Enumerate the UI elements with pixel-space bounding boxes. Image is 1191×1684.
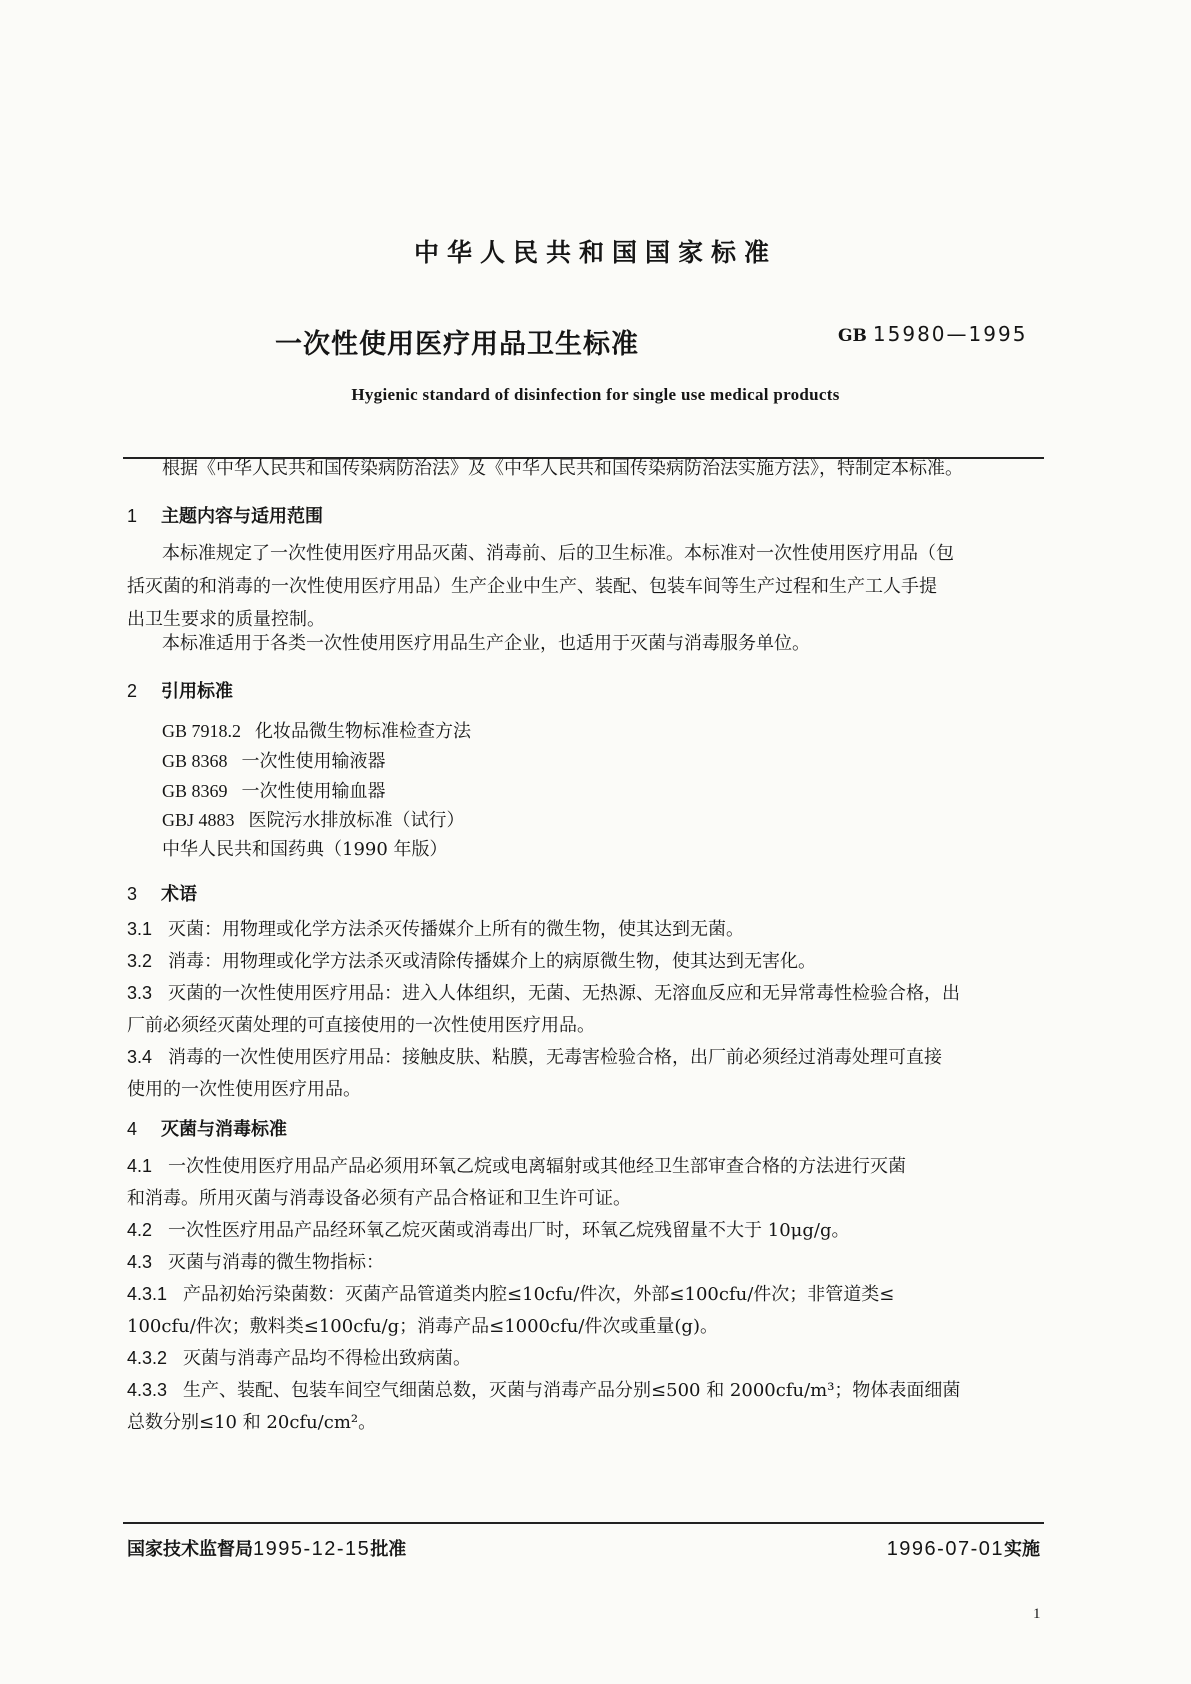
section-title: 灭菌与消毒标准 <box>161 1119 287 1140</box>
reference-code: GB 8368 <box>162 751 228 771</box>
effective-line <box>887 1535 1040 1561</box>
reference-title: 化妆品微生物标准检查方法 <box>255 721 472 742</box>
standard-code-prefix: GB <box>838 326 867 346</box>
issuing-authority: 国家技术监督局 <box>127 1539 253 1560</box>
section-number: 2 <box>127 681 138 701</box>
section-3-heading <box>127 880 197 906</box>
term-text: 灭菌的一次性使用医疗用品：进入人体组织，无菌、无热源、无溶血反应和无异常毒性检验合格，出 <box>168 983 961 1004</box>
page-number: 1 <box>1033 1606 1041 1622</box>
clause-text-continued: 总数分别≤10 和 20cfu/cm²。 <box>127 1412 377 1433</box>
term-item <box>127 977 1042 1010</box>
reference-item <box>162 835 448 861</box>
document-title: 一次性使用医疗用品卫生标准 <box>275 329 639 360</box>
clause-number: 4.3 <box>127 1252 153 1272</box>
reference-item <box>162 806 465 832</box>
reference-title: 中华人民共和国药典（1990 年版） <box>162 839 448 860</box>
clause-item <box>127 1246 1042 1279</box>
reference-code: GBJ 4883 <box>162 810 235 830</box>
approval-date: 1995-12-15 <box>253 1538 371 1560</box>
clause-text: 产品初始污染菌数：灭菌产品管道类内腔≤10cfu/件次，外部≤100cfu/件次；非管道类≤ <box>183 1284 895 1305</box>
term-item <box>127 913 1042 946</box>
effective-date: 1996-07-01 <box>886 1538 1004 1560</box>
term-item <box>127 945 1042 978</box>
standard-code-number: 15980—1995 <box>872 322 1028 346</box>
term-text: 灭菌：用物理或化学方法杀灭传播媒介上所有的微生物，使其达到无菌。 <box>168 919 745 940</box>
section-1-paragraph-2: 本标准适用于各类一次性使用医疗用品生产企业，也适用于灭菌与消毒服务单位。 <box>162 633 810 654</box>
reference-title: 医院污水排放标准（试行） <box>248 810 465 831</box>
document-title-english: Hygienic standard of disinfection for single use medical products <box>351 385 840 404</box>
section-title: 术语 <box>161 884 197 905</box>
clause-item <box>127 1374 1042 1407</box>
reference-item <box>162 717 471 743</box>
section-1-paragraph-line: 括灭菌的和消毒的一次性使用医疗用品）生产企业中生产、装配、包装车间等生产过程和生产工人手提 <box>127 576 937 597</box>
clause-item <box>127 1342 1042 1375</box>
effective-label: 实施 <box>1004 1539 1040 1560</box>
clause-text: 灭菌与消毒产品均不得检出致病菌。 <box>183 1348 472 1369</box>
section-2-heading <box>127 677 233 703</box>
preamble-paragraph: 根据《中华人民共和国传染病防治法》及《中华人民共和国传染病防治法实施方法》，特制定本标准。 <box>162 458 963 479</box>
term-text-continued: 厂前必须经灭菌处理的可直接使用的一次性使用医疗用品。 <box>127 1015 595 1036</box>
clause-text: 一次性医疗用品产品经环氧乙烷灭菌或消毒出厂时，环氧乙烷残留量不大于 10μg/g。 <box>168 1220 850 1241</box>
term-number: 3.2 <box>127 951 153 971</box>
clause-number: 4.1 <box>127 1156 153 1176</box>
standard-code <box>838 322 1027 346</box>
clause-number: 4.3.1 <box>127 1284 168 1304</box>
clause-text-continued: 和消毒。所用灭菌与消毒设备必须有产品合格证和卫生许可证。 <box>127 1188 631 1209</box>
reference-code: GB 7918.2 <box>162 721 242 741</box>
reference-item <box>162 747 386 773</box>
term-text-continued: 使用的一次性使用医疗用品。 <box>127 1079 361 1100</box>
section-number: 3 <box>127 884 138 904</box>
section-1-paragraph-line: 出卫生要求的质量控制。 <box>127 609 325 630</box>
term-number: 3.3 <box>127 983 153 1003</box>
reference-title: 一次性使用输血器 <box>241 781 386 802</box>
clause-item <box>127 1278 1042 1311</box>
approval-line <box>127 1535 406 1561</box>
clause-item <box>127 1214 1042 1247</box>
national-standard-heading: 中华人民共和国国家标准 <box>413 238 777 267</box>
clause-text: 一次性使用医疗用品产品必须用环氧乙烷或电离辐射或其他经卫生部审查合格的方法进行灭菌 <box>168 1156 907 1177</box>
approval-label: 批准 <box>370 1539 407 1560</box>
term-number: 3.1 <box>127 919 153 939</box>
reference-item <box>162 777 386 803</box>
term-text: 消毒的一次性使用医疗用品：接触皮肤、粘膜，无毒害检验合格，出厂前必须经过消毒处理可直接 <box>168 1047 943 1068</box>
section-number: 1 <box>127 506 138 526</box>
clause-text: 灭菌与消毒的微生物指标： <box>168 1252 385 1273</box>
clause-item <box>127 1150 1042 1183</box>
section-title: 主题内容与适用范围 <box>161 506 323 527</box>
term-number: 3.4 <box>127 1047 153 1067</box>
clause-text-continued: 100cfu/件次；敷料类≤100cfu/g；消毒产品≤1000cfu/件次或重量(g)。 <box>127 1316 718 1337</box>
term-item <box>127 1041 1042 1074</box>
section-title: 引用标准 <box>161 681 233 702</box>
footer-divider <box>123 1522 1044 1524</box>
reference-code: GB 8369 <box>162 781 228 801</box>
clause-number: 4.3.2 <box>127 1348 168 1368</box>
term-text: 消毒：用物理或化学方法杀灭或清除传播媒介上的病原微生物，使其达到无害化。 <box>168 951 817 972</box>
clause-number: 4.3.3 <box>127 1380 168 1400</box>
clause-text: 生产、装配、包装车间空气细菌总数，灭菌与消毒产品分别≤500 和 2000cfu/m³；物体表面细菌 <box>183 1380 961 1401</box>
section-1-heading <box>127 502 323 528</box>
section-4-heading <box>127 1115 287 1141</box>
section-1-paragraph-line: 本标准规定了一次性使用医疗用品灭菌、消毒前、后的卫生标准。本标准对一次性使用医疗用品（包 <box>162 543 954 564</box>
section-number: 4 <box>127 1119 138 1139</box>
clause-number: 4.2 <box>127 1220 153 1240</box>
reference-title: 一次性使用输液器 <box>241 751 386 772</box>
